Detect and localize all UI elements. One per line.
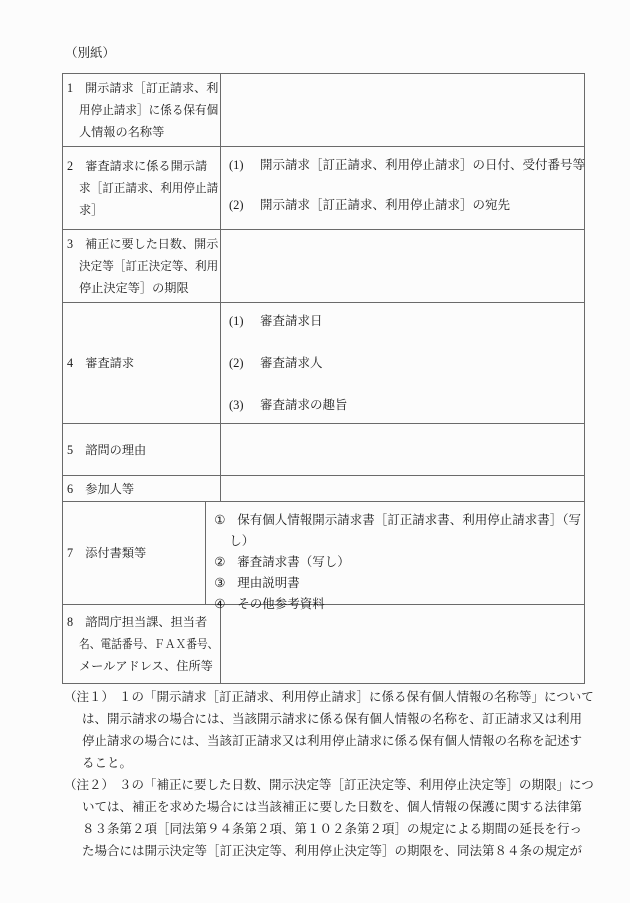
heading-line: 6 参加人等 <box>67 481 135 496</box>
row-4-heading-cell <box>63 303 221 423</box>
item-line: その他参考資料 <box>237 597 325 611</box>
item-line: 審査請求の趣旨 <box>260 398 348 412</box>
note-line: １の「開示請求［訂正請求、利用停止請求］に係る保有個人情報の名称等」について <box>119 690 594 704</box>
note-line: ８３条第２項［同法第９４条第２項、第１０２条第２項］の規定による期間の延長を行っ <box>82 822 583 836</box>
heading-line: 2 審査請求に係る開示請 <box>67 159 208 173</box>
item-line: し） <box>229 534 255 548</box>
item-number: (2) <box>229 198 244 212</box>
note-line: は、開示請求の場合には、当該開示請求に係る保有個人情報の名称を、訂正請求又は利用 <box>82 712 583 726</box>
row-7-content-cell <box>206 502 584 611</box>
item-number: ④ <box>214 597 226 611</box>
heading-line: 用停止請求］に係る保有個 <box>79 103 219 117</box>
document-table <box>62 73 585 684</box>
list-item <box>229 353 581 374</box>
item-number: ② <box>214 555 226 569</box>
note-line: ること。 <box>82 756 133 770</box>
table-row-5 <box>63 423 584 475</box>
item-line: 理由説明書 <box>237 576 300 590</box>
heading-line: 3 補正に要した日数、開示 <box>67 237 219 251</box>
item-line: 審査請求人 <box>260 356 323 370</box>
item-number: (3) <box>229 398 244 412</box>
heading-line: 求［訂正請求、利用停止請 <box>79 181 219 195</box>
attachment-label: （別紙） <box>65 46 116 60</box>
row-8-heading-cell <box>63 605 221 683</box>
table-row-2 <box>63 146 584 229</box>
item-number: ① <box>214 513 226 527</box>
note-1 <box>0 686 630 774</box>
heading-line: 7 添付書類等 <box>67 546 147 560</box>
note-label: （注１） <box>64 690 115 704</box>
heading-line: 8 諮問庁担当課、担当者 <box>67 615 208 629</box>
heading-line: 4 審査請求 <box>67 356 135 370</box>
list-item <box>229 155 585 176</box>
note-2 <box>0 774 630 862</box>
note-line: た場合には開示決定等［訂正決定等、利用停止決定等］の期限を、同法第８４条の規定が <box>82 844 583 858</box>
item-number: (2) <box>229 356 244 370</box>
list-item <box>229 311 581 332</box>
list-item <box>214 594 581 615</box>
row-2-heading-cell <box>63 147 221 229</box>
list-item <box>214 510 581 552</box>
table-row-6 <box>63 475 584 501</box>
item-line: 審査請求日 <box>260 314 323 328</box>
note-line: ３の「補正に要した日数、開示決定等［訂正決定等、利用停止決定等］の期限」につ <box>119 778 594 792</box>
table-row-8 <box>63 604 584 683</box>
list-item <box>214 552 581 573</box>
row-2-content-cell <box>221 147 588 229</box>
table-row-7 <box>63 501 584 611</box>
item-line: 審査請求書（写し） <box>237 555 350 569</box>
table-row-4 <box>63 302 584 423</box>
item-line: 開示請求［訂正請求、利用停止請求］の日付、受付番号等 <box>260 158 586 172</box>
row-1-heading-cell <box>63 74 221 146</box>
heading-line: 人情報の名称等 <box>79 125 165 139</box>
heading-line: 1 開示請求［訂正請求、利 <box>67 81 219 95</box>
heading-line: 求］ <box>79 203 104 217</box>
row-7-heading-cell <box>63 502 206 604</box>
note-label: （注２） <box>64 778 115 792</box>
list-item <box>229 395 581 416</box>
item-number: ③ <box>214 576 226 590</box>
heading-line: 5 諮問の理由 <box>67 442 147 457</box>
note-line: いては、補正を求めた場合には当該補正に要した日数を、個人情報の保護に関する法律第 <box>82 800 583 814</box>
heading-line: 名、電話番号、ＦＡＸ番号、 <box>79 637 219 651</box>
table-row-3 <box>63 229 584 302</box>
row-8-content-cell <box>221 605 584 683</box>
item-line: 保有個人情報開示請求書［訂正請求書、利用停止請求書］（写 <box>237 513 581 527</box>
row-6-heading-cell <box>63 476 221 501</box>
row-3-content-cell <box>221 230 584 302</box>
heading-line: 決定等［訂正決定等、利用 <box>79 259 219 273</box>
list-item <box>214 573 581 594</box>
item-number: (1) <box>229 158 244 172</box>
heading-line: 停止決定等］の期限 <box>79 281 189 295</box>
row-1-content-cell <box>221 74 584 146</box>
list-item <box>229 195 585 216</box>
row-4-content-cell <box>221 303 584 423</box>
item-number: (1) <box>229 314 244 328</box>
table-row-1 <box>63 74 584 146</box>
item-line: 開示請求［訂正請求、利用停止請求］の宛先 <box>260 198 511 212</box>
row-5-heading-cell <box>63 424 221 475</box>
note-line: 停止請求の場合には、当該訂正請求又は利用停止請求に係る保有個人情報の名称を記述す <box>82 734 583 748</box>
row-5-content-cell <box>221 424 584 475</box>
row-6-content-cell <box>221 476 584 501</box>
row-3-heading-cell <box>63 230 221 302</box>
heading-line: メールアドレス、住所等 <box>79 659 213 673</box>
